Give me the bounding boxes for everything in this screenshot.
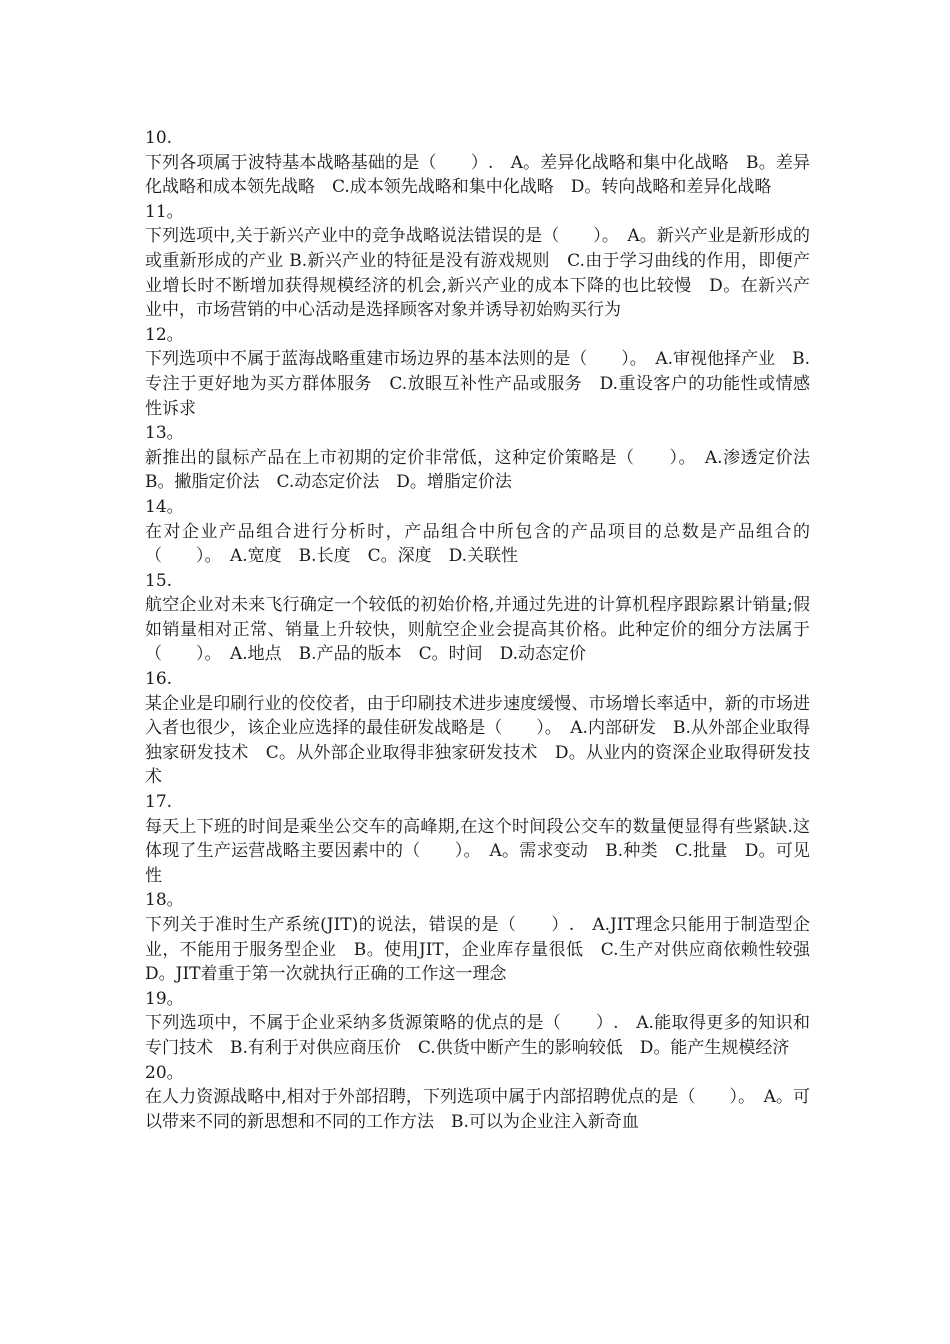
question-item <box>145 421 827 495</box>
question-number: 12。 <box>145 324 184 345</box>
question-number: 20。 <box>145 1062 184 1083</box>
question-number: 11。 <box>145 201 184 222</box>
question-number: 15. <box>145 570 173 591</box>
question-text: 每天上下班的时间是乘坐公交车的高峰期,在这个时间段公交车的数量便显得有些紧缺.这体现了生产运营战略主要因素中的（ ）。 A。需求变动 B.种类 C.批量 D。可见性 <box>145 816 810 886</box>
question-text: 在对企业产品组合进行分析时，产品组合中所包含的产品项目的总数是产品组合的（ ）。 A.宽度 B.长度 C。深度 D.关联性 <box>145 521 810 567</box>
question-number: 18。 <box>145 890 184 911</box>
question-text: 在人力资源战略中,相对于外部招聘，下列选项中属于内部招聘优点的是（ ）。 A。可以带来不同的新思想和不同的工作方法 B.可以为企业注入新奇血 <box>145 1087 810 1132</box>
question-list <box>145 126 827 1134</box>
question-text: 新推出的鼠标产品在上市初期的定价非常低，这种定价策略是（ ）。 A.渗透定价法 B。撇脂定价法 C.动态定价法 D。增脂定价法 <box>145 447 827 493</box>
question-text: 某企业是印刷行业的佼佼者，由于印刷技术进步速度缓慢、市场增长率适中，新的市场进入者也很少，该企业应选择的最佳研发战略是（ ）。 A.内部研发 B.从外部企业取得独家研发技术 C。从外部企业取得非独家研发技术 D。从业内的资深企业取得研发技术 <box>145 693 810 788</box>
question-item <box>145 495 810 569</box>
question-item <box>145 1061 810 1135</box>
question-number: 19。 <box>145 988 184 1009</box>
question-text: 下列选项中不属于蓝海战略重建市场边界的基本法则的是（ ）。 A.审视他择产业 B.专注于更好地为买方群体服务 C.放眼互补性产品或服务 D.重设客户的功能性或情感性诉求 <box>145 349 810 419</box>
question-item <box>145 888 827 986</box>
question-text: 下列选项中,关于新兴产业中的竞争战略说法错误的是（ ）。 A。新兴产业是新形成的或重新形成的产业 B.新兴产业的特征是没有游戏规则 C.由于学习曲线的作用，即便产业增长时不断增加获得规模经济的机会,新兴产业的成本下降的也比较慢 D。在新兴产业中，市场营销的中心活动是选择顾客对象并诱导初始购买行为 <box>145 226 810 321</box>
question-text: 下列各项属于波特基本战略基础的是（ ）. A。差异化战略和集中化战略 B。差异化战略和成本领先战略 C.成本领先战略和集中化战略 D。转向战略和差异化战略 <box>145 152 810 198</box>
question-item <box>145 790 810 888</box>
question-number: 13。 <box>145 423 184 444</box>
question-item <box>145 126 810 200</box>
question-number: 10. <box>145 128 173 148</box>
question-item <box>145 323 810 421</box>
question-item <box>145 667 810 790</box>
question-number: 17. <box>145 792 173 813</box>
question-text: 下列关于准时生产系统(JIT)的说法，错误的是（ ）. A.JIT理念只能用于制造型企业，不能用于服务型企业 B。使用JIT，企业库存量很低 C.生产对供应商依赖性较强 D。JIT着重于第一次就执行正确的工作这一理念 <box>145 915 827 985</box>
question-number: 14。 <box>145 496 184 517</box>
question-text: 下列选项中，不属于企业采纳多货源策略的优点的是（ ）. A.能取得更多的知识和专门技术 B.有利于对供应商压价 C.供货中断产生的影响较低 D。能产生规模经济 <box>145 1013 810 1058</box>
question-item <box>145 987 810 1061</box>
question-text: 航空企业对未来飞行确定一个较低的初始价格,并通过先进的计算机程序跟踪累计销量;假如销量相对正常、销量上升较快，则航空企业会提高其价格。此种定价的细分方法属于（ ）。 A.地点 B.产品的版本 C。时间 D.动态定价 <box>145 595 810 665</box>
question-item <box>145 200 810 323</box>
question-number: 16. <box>145 669 173 690</box>
question-item <box>145 569 810 667</box>
